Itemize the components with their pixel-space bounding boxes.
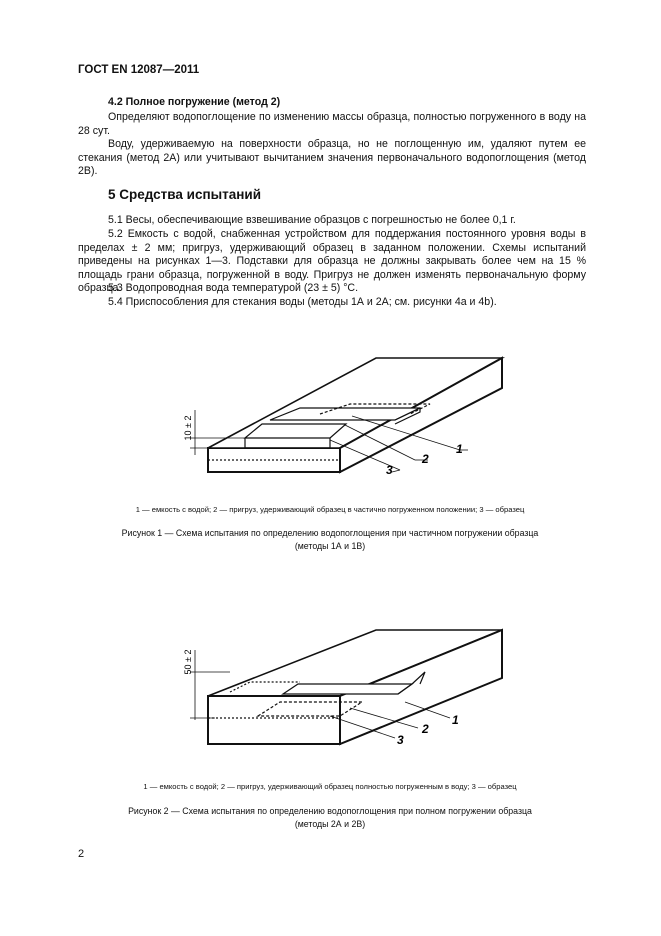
figure-2-label-2: 2 — [422, 722, 429, 736]
figure-2-legend: 1 — емкость с водой; 2 — пригруз, удерживающий образец полностью погруженным в воду; 3 — образец — [143, 782, 517, 791]
section-4-2-paragraph-1: Определяют водопоглощение по изменению массы образца, полностью погруженного в воду на 28 сут. — [78, 111, 586, 137]
page-number: 2 — [78, 848, 85, 860]
figure-1-caption: Рисунок 1 — Схема испытания по определению водопоглощения при частичном погружении образца — [121, 528, 539, 538]
section-4-2-paragraph-2: Воду, удерживаемую на поверхности образца, но не поглощенную им, удаляют путем ее стекания (метод 2А) или учитывают вычитанием значения первоначального водопоглощения (метод 2В). — [78, 138, 586, 178]
figure-1-label-2: 2 — [422, 452, 429, 466]
figure-1-label-1: 1 — [456, 442, 463, 456]
section-4-2-heading: 4.2 Полное погружение (метод 2) — [108, 96, 281, 108]
figure-2-dimension: 50 ± 2 — [183, 649, 193, 675]
figure-2-label-1: 1 — [452, 713, 459, 727]
section-5-item: 5.1 Весы, обеспечивающие взвешивание образцов с погрешностью не более 0,1 г. — [108, 214, 516, 226]
figure-2-label-3: 3 — [397, 733, 404, 747]
section-5-item: 5.2 Емкость с водой, снабженная устройством для поддержания постоянного уровня воды в пределах ± 2 мм; пригруз, удерживающий образец в заданном положении. Схемы испытаний приведены на рисунках 1—3. Подставки для образца не должны закрывать более чем на 15 % площадь грани образца, погруженной в воду. Пригруз не должен изменять первоначальную форму образца. — [78, 228, 586, 295]
section-5-item: 5.4 Приспособления для стекания воды (методы 1А и 2А; см. рисунки 4а и 4b). — [108, 296, 497, 308]
figure-1-caption-methods: (методы 1А и 1В) — [294, 541, 366, 551]
figure-2-caption: Рисунок 2 — Схема испытания по определению водопоглощения при полном погружении образца — [128, 806, 532, 816]
figure-2-caption-methods: (методы 2А и 2В) — [294, 819, 366, 829]
figure-1-dimension: 10 ± 2 — [183, 415, 193, 441]
figure-1-label-3: 3 — [386, 463, 393, 477]
section-5-item: 5.3 Водопроводная вода температурой (23 ± 5) °С. — [108, 282, 359, 294]
document-header: ГОСТ EN 12087—2011 — [78, 64, 200, 76]
figure-2-diagram — [0, 620, 661, 755]
figure-1-diagram — [0, 350, 661, 480]
section-5-heading: 5 Средства испытаний — [108, 187, 262, 202]
figure-1-legend: 1 — емкость с водой; 2 — пригруз, удерживающий образец в частично погруженном положении; 3 — образец — [135, 505, 525, 514]
